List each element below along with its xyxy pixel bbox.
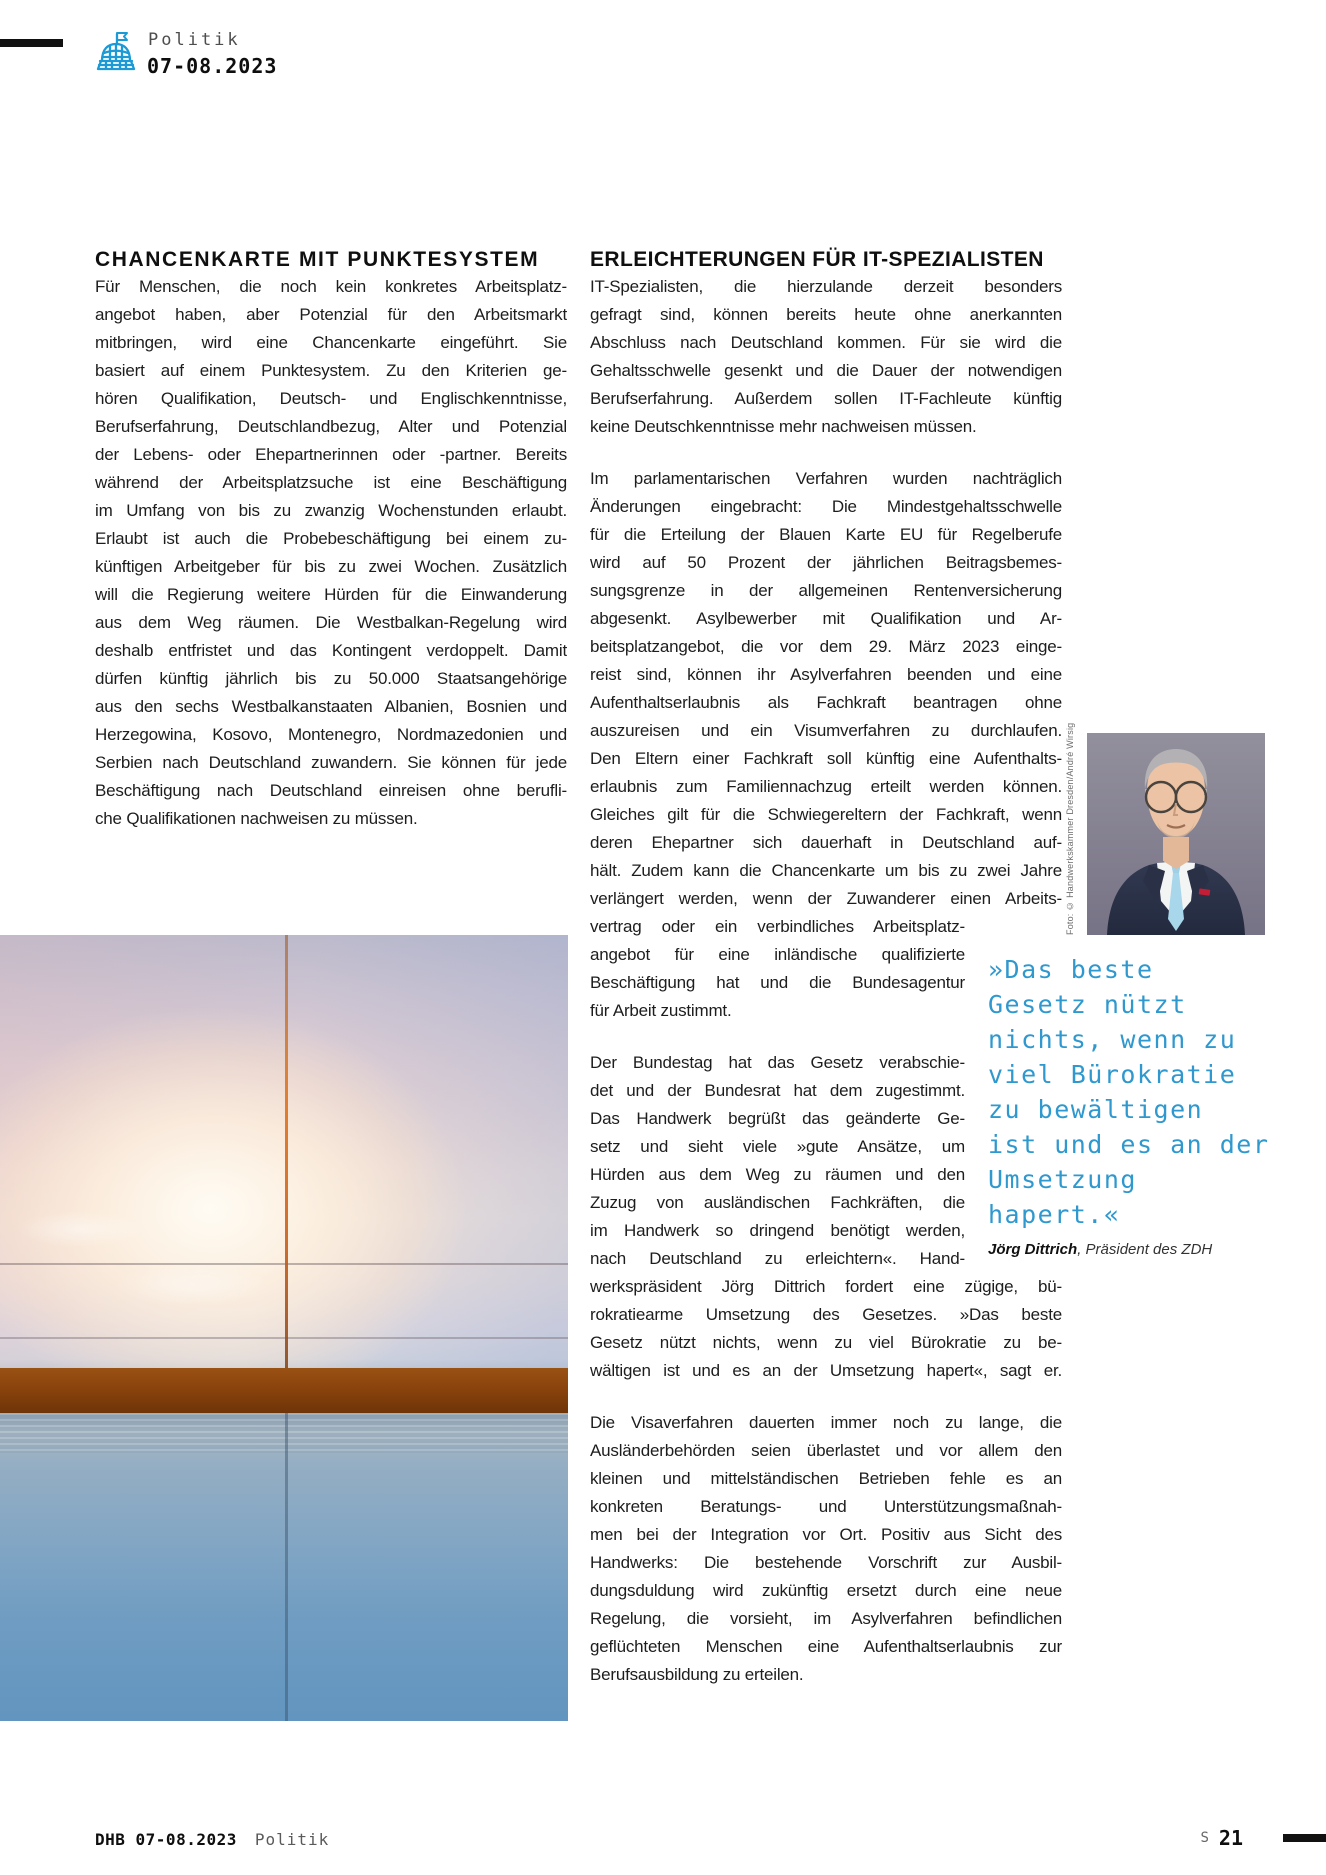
text-line: sungsgrenze in der allgemeinen Rentenversicherung <box>590 581 1062 600</box>
text-line: reist sind, können ihr Asylverfahren beenden und eine <box>590 665 1062 684</box>
text-line: rokratiearme Umsetzung des Gesetzes. »Das beste <box>590 1305 1062 1324</box>
section-kicker: Politik <box>148 30 241 50</box>
text-line: angebot für eine inländische qualifizierte <box>590 945 965 964</box>
text-line: aus dem Weg räumen. Die Westbalkan-Regelung wird <box>95 613 567 632</box>
right-column-heading: ERLEICHTERUNGEN FÜR IT-SPEZIALISTEN <box>590 248 1044 271</box>
text-line: im Handwerk so dringend benötigt werden, <box>590 1221 965 1240</box>
quote-author-role: , Präsident des ZDH <box>1077 1241 1213 1258</box>
scene-glass-edge-1 <box>0 1263 568 1265</box>
text-line: Den Eltern einer Fachkraft soll künftig eine Aufenthalts- <box>590 749 1062 768</box>
reichstag-dome-icon <box>95 30 137 80</box>
text-line: der Lebens- oder Ehepartnerinnen oder -partner. Bereits <box>95 445 567 464</box>
text-line: det und der Bundesrat hat dem zugestimmt. <box>590 1081 965 1100</box>
quote-caption <box>988 1241 1318 1258</box>
scenic-photo <box>0 935 568 1721</box>
right-paragraph-2 <box>590 465 1062 1025</box>
text-line: auszureisen und ein Visumverfahren zu durchlaufen. <box>590 721 1062 740</box>
scene-water <box>0 1413 568 1721</box>
text-line: Aufenthaltserlaubnis als Fachkraft beantragen ohne <box>590 693 1062 712</box>
text-line: konkreten Beratungs- und Unterstützungsmaßnah- <box>590 1497 1062 1516</box>
text-line: deren Ehepartner sich dauerhaft in Deutschland auf- <box>590 833 1062 852</box>
scene-glass-edge-2 <box>0 1337 568 1339</box>
right-paragraph-1 <box>590 273 1062 441</box>
text-line: dungsduldung wird zukünftig ersetzt durch eine neue <box>590 1581 1062 1600</box>
text-line: mitbringen, wird eine Chancenkarte eingeführt. Sie <box>95 333 567 352</box>
text-line: Berufsausbildung zu erteilen. <box>590 1665 804 1684</box>
text-line: Gesetz nützt nichts, wenn zu viel Bürokratie zu be- <box>590 1333 1062 1352</box>
page-number: 21 <box>1218 1826 1243 1850</box>
text-line: Beschäftigung nach Deutschland einreisen ohne berufli- <box>95 781 567 800</box>
text-line: Erlaubt ist auch die Probebeschäftigung bei einem zu- <box>95 529 567 548</box>
text-line: hören Qualifikation, Deutsch- und Englischkenntnisse, <box>95 389 567 408</box>
text-line: während der Arbeitsplatzsuche ist eine Beschäftigung <box>95 473 567 492</box>
text-line: Abschluss nach Deutschland kommen. Für sie wird die <box>590 333 1062 352</box>
footer-issue: DHB 07-08.2023 <box>95 1830 237 1849</box>
photo-credit: Foto: © Handwerkskammer Dresden/André Wirsig <box>1065 722 1075 935</box>
right-paragraph-4 <box>590 1409 1062 1689</box>
text-line: Die Visaverfahren dauerten immer noch zu lange, die <box>590 1413 1062 1432</box>
text-line: für Arbeit zustimmt. <box>590 1001 732 1020</box>
text-line: Gleiches gilt für die Schwiegereltern der Fachkraft, wenn <box>590 805 1062 824</box>
text-line: Für Menschen, die noch kein konkretes Arbeitsplatz- <box>95 277 567 296</box>
text-line: dürfen künftig jährlich bis zu 50.000 Staatsangehörige <box>95 669 567 688</box>
text-line: Berufserfahrung, Deutschlandbezug, Alter und Potenzial <box>95 417 567 436</box>
quote-line: ist und es an der <box>988 1130 1270 1159</box>
text-line: Hürden aus dem Weg zu räumen und den <box>590 1165 965 1184</box>
left-column-heading: CHANCENKARTE MIT PUNKTESYSTEM <box>95 248 540 271</box>
quote-line: hapert.« <box>988 1200 1121 1229</box>
page-prefix: S <box>1200 1830 1209 1846</box>
issue-label: 07-08.2023 <box>147 54 278 78</box>
text-line: abgesenkt. Asylbewerber mit Qualifikation und Ar- <box>590 609 1062 628</box>
scene-clouds <box>0 1165 320 1325</box>
text-line: Berufserfahrung. Außerdem sollen IT-Fachleute künftig <box>590 389 1062 408</box>
text-line: im Umfang von bis zu zwanzig Wochenstunden erlaubt. <box>95 501 567 520</box>
text-line: Herzegowina, Kosovo, Montenegro, Nordmazedonien und <box>95 725 567 744</box>
text-line: künftigen Arbeitgeber für bis zu zwei Wochen. Zusätzlich <box>95 557 567 576</box>
text-line: werkspräsident Jörg Dittrich fordert eine zügige, bü- <box>590 1277 1062 1296</box>
text-line: aus den sechs Westbalkanstaaten Albanien, Bosnien und <box>95 697 567 716</box>
left-column <box>95 247 567 857</box>
text-line: wird auf 50 Prozent der jährlichen Beitragsbemes- <box>590 553 1062 572</box>
text-line: IT-Spezialisten, die hierzulande derzeit besonders <box>590 277 1062 296</box>
quote-line: zu bewältigen <box>988 1095 1204 1124</box>
text-line: Serbien nach Deutschland zuwandern. Sie können für jede <box>95 753 567 772</box>
text-line: che Qualifikationen nachweisen zu müssen. <box>95 809 418 828</box>
text-line: Handwerks: Die bestehende Vorschrift zur Ausbil- <box>590 1553 1062 1572</box>
text-line: beitsplatzangebot, die vor dem 29. März 2023 einge- <box>590 637 1062 656</box>
text-line: Regelung, die vorsieht, im Asylverfahren befindlichen <box>590 1609 1062 1628</box>
footer-right-rule <box>1283 1834 1326 1842</box>
text-line: will die Regierung weitere Hürden für die Einwanderung <box>95 585 567 604</box>
text-line: Ausländerbehörden seien überlastet und vor allem den <box>590 1441 1062 1460</box>
top-left-rule <box>0 39 63 47</box>
quote-line: nichts, wenn zu <box>988 1025 1237 1054</box>
text-line: kleinen und mittelständischen Betrieben fehle es an <box>590 1469 1062 1488</box>
text-line: Gehaltsschwelle gesenkt und die Dauer der notwendigen <box>590 361 1062 380</box>
footer-right <box>1200 1826 1326 1850</box>
quote-line: viel Bürokratie <box>988 1060 1237 1089</box>
quote-line: »Das beste <box>988 955 1154 984</box>
text-line: erlaubnis zum Familiennachzug erteilt werden können. <box>590 777 1062 796</box>
quote-line: Umsetzung <box>988 1165 1137 1194</box>
text-line: Im parlamentarischen Verfahren wurden nachträglich <box>590 469 1062 488</box>
text-line: angebot haben, aber Potenzial für den Arbeitsmarkt <box>95 305 567 324</box>
text-line: men bei der Integration vor Ort. Positiv aus Sicht des <box>590 1525 1062 1544</box>
text-line: gefragt sind, können bereits heute ohne anerkannten <box>590 305 1062 324</box>
text-line: Beschäftigung hat und die Bundesagentur <box>590 973 965 992</box>
scene-water-streaks <box>0 1413 568 1453</box>
scene-post-upper <box>285 935 288 1368</box>
text-line: für die Erteilung der Blauen Karte EU für Regelberufe <box>590 525 1062 544</box>
quote-author: Jörg Dittrich <box>988 1241 1078 1258</box>
text-line: nach Deutschland zu erleichtern«. Hand- <box>590 1249 965 1268</box>
text-line: basiert auf einem Punktesystem. Zu den Kriterien ge- <box>95 361 567 380</box>
footer-section: Politik <box>254 1830 330 1849</box>
text-line: Änderungen eingebracht: Die Mindestgehaltsschwelle <box>590 497 1062 516</box>
text-line: setz und sieht viele »gute Ansätze, um <box>590 1137 965 1156</box>
scene-handrail <box>0 1368 568 1413</box>
text-line: Das Handwerk begrüßt das geänderte Ge- <box>590 1109 965 1128</box>
scene-post-reflection <box>285 1413 288 1721</box>
footer-left <box>95 1830 329 1849</box>
portrait-photo <box>1087 733 1265 935</box>
text-line: Zuzug von ausländischen Fachkräften, die <box>590 1193 965 1212</box>
text-line: keine Deutschkenntnisse mehr nachweisen müssen. <box>590 417 977 436</box>
pull-quote <box>988 952 1298 1232</box>
text-line: vertrag oder ein verbindliches Arbeitsplatz- <box>590 917 965 936</box>
quote-line: Gesetz nützt <box>988 990 1187 1019</box>
text-line: Der Bundestag hat das Gesetz verabschie- <box>590 1053 965 1072</box>
text-line: deshalb entfristet und das Kontingent verdoppelt. Damit <box>95 641 567 660</box>
text-line: verlängert werden, wenn der Zuwanderer einen Arbeits- <box>590 889 1062 908</box>
left-column-paragraph <box>95 273 567 833</box>
text-line: geflüchteten Menschen eine Aufenthaltserlaubnis zur <box>590 1637 1062 1656</box>
text-line: hält. Zudem kann die Chancenkarte um bis zu zwei Jahre <box>590 861 1062 880</box>
text-line: wältigen ist und es an der Umsetzung hapert«, sagt er. <box>590 1361 1062 1380</box>
